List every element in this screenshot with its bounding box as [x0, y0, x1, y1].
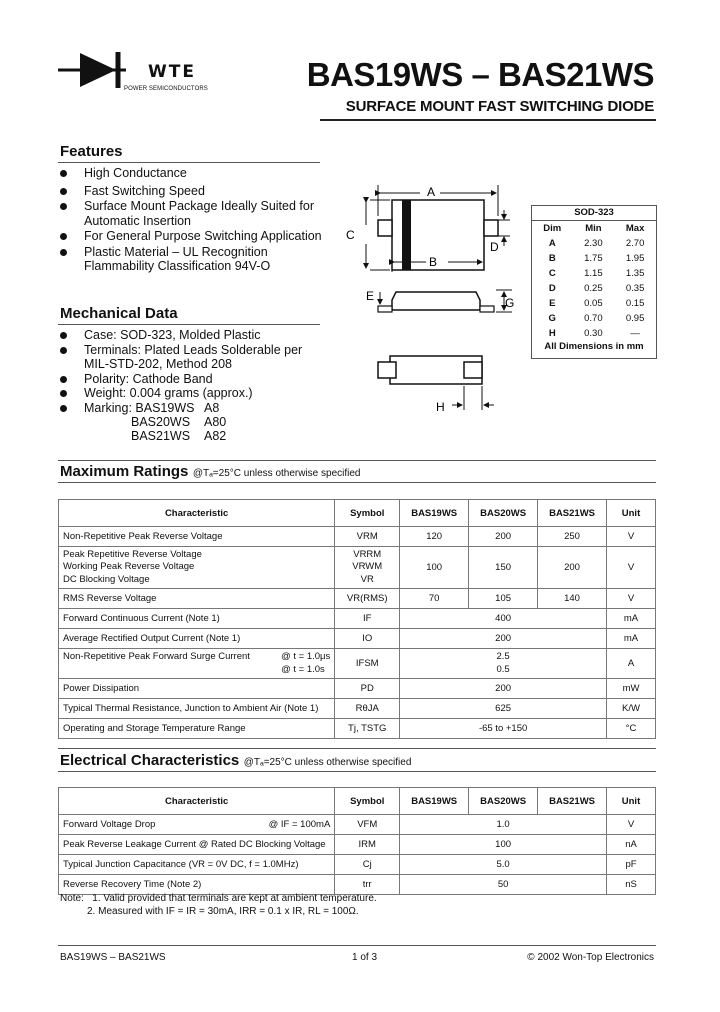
table-row: Typical Thermal Resistance, Junction to Ambient Air (Note 1) RθJA 625 K/W — [59, 699, 656, 719]
dim-label-e: E — [366, 289, 375, 303]
marking-part: BAS20WS — [131, 415, 191, 429]
list-item: Marking: BAS19WS — [60, 401, 330, 416]
list-item: Surface Mount Package Ideally Suited for Automatic Insertion — [60, 199, 330, 228]
table-row: Peak Reverse Leakage Current @ Rated DC Blocking Voltage IRM 100 nA — [59, 835, 656, 855]
dim-label-d: D — [490, 240, 499, 254]
page-subtitle: SURFACE MOUNT FAST SWITCHING DIODE — [345, 98, 654, 115]
dim-label-a: A — [427, 185, 436, 199]
page-number: 1 of 3 — [352, 952, 378, 963]
mechanical-list — [60, 328, 330, 415]
note-2: 2. Measured with IF = IR = 30mA, IRR = 0.1 x IR, RL = 100Ω. — [87, 906, 359, 917]
table-row: Operating and Storage Temperature Range Tj, TSTG -65 to +150 °C — [59, 719, 656, 739]
max-ratings-heading: Maximum Ratings — [60, 463, 189, 480]
table-row: Non-Repetitive Peak Reverse Voltage VRM 120 200 250 V — [59, 527, 656, 547]
features-list — [60, 166, 330, 274]
column-header: BAS20WS — [469, 788, 538, 815]
column-header: Symbol — [335, 788, 400, 815]
column-header: BAS19WS — [400, 500, 469, 527]
column-header: BAS21WS — [538, 788, 607, 815]
footer-copyright: © 2002 Won-Top Electronics — [527, 952, 654, 963]
footer-rule — [58, 945, 656, 946]
table-row: Peak Repetitive Reverse Voltage Working Peak Reverse Voltage DC Blocking Voltage VRRM VRWM VR 100 150 200 V — [59, 547, 656, 589]
page-title: BAS19WS – BAS21WS — [306, 56, 654, 93]
marking-code: A82 — [204, 429, 227, 443]
column-header: Max — [625, 223, 645, 234]
list-item: Terminals: Plated Leads Solderable per MIL-STD-202, Method 208 — [60, 343, 330, 372]
list-item: Case: SOD-323, Molded Plastic — [60, 328, 330, 343]
table-row: B 1.75 1.95 — [548, 253, 645, 264]
max-ratings-condition: @Tₐ=25°C unless otherwise specified — [192, 468, 361, 479]
brand-name: WTE — [148, 62, 196, 82]
mechanical-rule — [58, 324, 320, 325]
table-row: RMS Reverse Voltage VR(RMS) 70 105 140 V — [59, 589, 656, 609]
list-item: Weight: 0.004 grams (approx.) — [60, 386, 330, 401]
dim-label-b: B — [429, 255, 438, 269]
column-header: Characteristic — [59, 788, 335, 815]
notes — [60, 892, 377, 918]
list-item: Fast Switching Speed — [60, 184, 330, 199]
table-row: Non-Repetitive Peak Forward Surge Current @ t = 1.0μs @ t = 1.0s IFSM 2.5 0.5 A — [59, 649, 656, 679]
package-outline-diagram — [340, 180, 525, 420]
list-item: High Conductance — [60, 166, 330, 181]
table-row: G 0.70 0.95 — [548, 313, 645, 324]
table-row: Power Dissipation PD 200 mW — [59, 679, 656, 699]
mechanical-heading: Mechanical Data — [60, 305, 178, 322]
max-ratings-rule — [58, 482, 656, 483]
dim-label-h: H — [436, 400, 445, 414]
table-row: C 1.15 1.35 — [548, 268, 645, 279]
table-row: H 0.30 — — [548, 328, 640, 339]
table-row: Average Rectified Output Current (Note 1) IO 200 mA — [59, 629, 656, 649]
title-rule — [320, 119, 656, 121]
table-row: Typical Junction Capacitance (VR = 0V DC, f = 1.0MHz) Cj 5.0 pF — [59, 855, 656, 875]
column-header: BAS19WS — [400, 788, 469, 815]
column-header: Dim — [543, 223, 562, 234]
max-ratings-table — [58, 499, 656, 739]
table-row: D 0.25 0.35 — [548, 283, 645, 294]
brand-tagline: POWER SEMICONDUCTORS — [124, 86, 208, 92]
dimension-table — [531, 205, 657, 359]
dim-label-g: G — [505, 296, 515, 310]
note-1: 1. Valid provided that terminals are kept at ambient temperature. — [92, 893, 377, 904]
column-header: BAS20WS — [469, 500, 538, 527]
column-header: Unit — [607, 500, 656, 527]
dimension-table-title: SOD-323 — [532, 206, 656, 221]
elec-condition: @Tₐ=25°C unless otherwise specified — [243, 757, 412, 768]
table-row: Forward Voltage Drop @ IF = 100mA VFM 1.0 V — [59, 815, 656, 835]
dim-label-c: C — [346, 228, 355, 242]
max-ratings-heading-row — [60, 463, 360, 481]
elec-rule — [58, 771, 656, 772]
column-header: Symbol — [335, 500, 400, 527]
footer-left: BAS19WS – BAS21WS — [60, 952, 166, 963]
electrical-table — [58, 787, 656, 895]
elec-top-rule — [58, 748, 656, 749]
features-rule — [58, 162, 320, 163]
table-row: E 0.05 0.15 — [549, 298, 645, 309]
list-item: Polarity: Cathode Band — [60, 372, 330, 387]
notes-label: Note: — [60, 893, 84, 904]
features-heading: Features — [60, 143, 123, 160]
list-item: Plastic Material – UL Recognition Flammability Classification 94V-O — [60, 245, 330, 274]
column-header: Characteristic — [59, 500, 335, 527]
elec-heading-row — [60, 752, 411, 770]
max-ratings-top-rule — [58, 460, 656, 461]
list-item: For General Purpose Switching Application — [60, 229, 330, 244]
marking-part: BAS21WS — [131, 429, 191, 443]
elec-heading: Electrical Characteristics — [60, 752, 240, 769]
marking-code: A80 — [204, 415, 227, 429]
column-header: Min — [585, 223, 602, 234]
table-row: A 2.30 2.70 — [548, 238, 645, 249]
marking-code: A8 — [204, 401, 220, 415]
table-row: Reverse Recovery Time (Note 2) trr 50 nS — [59, 875, 656, 895]
dimension-table-footer: All Dimensions in mm — [544, 341, 644, 352]
table-row: Forward Continuous Current (Note 1) IF 400 mA — [59, 609, 656, 629]
column-header: BAS21WS — [538, 500, 607, 527]
column-header: Unit — [607, 788, 656, 815]
